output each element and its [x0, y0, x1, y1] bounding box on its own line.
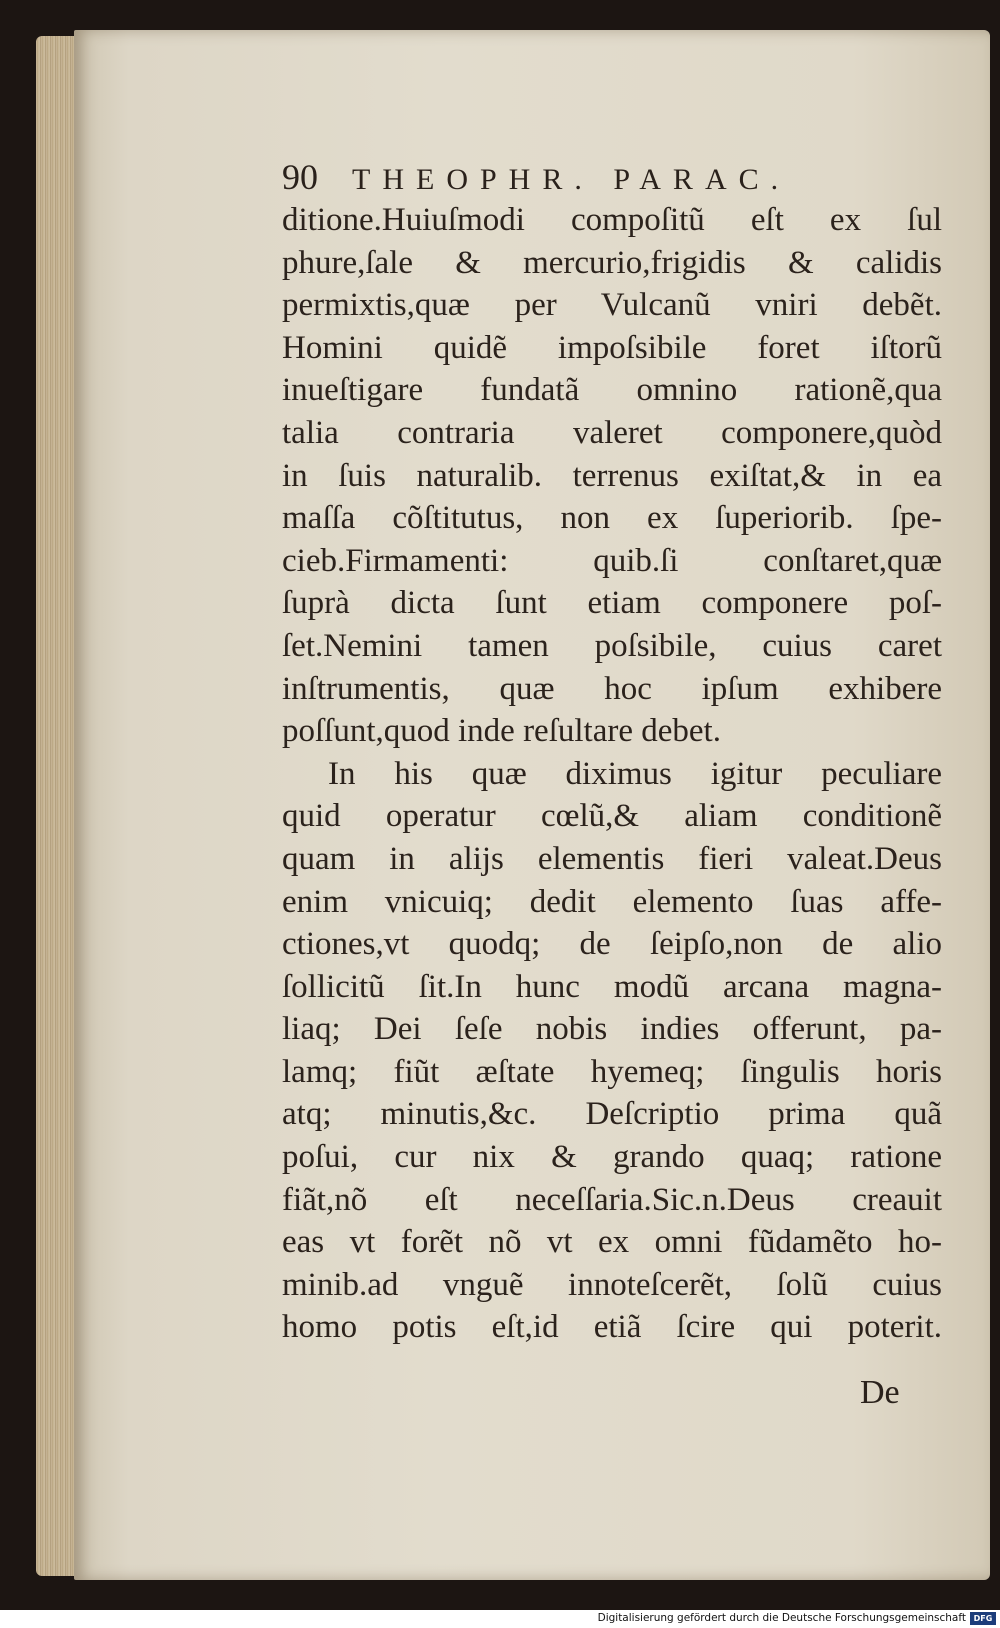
text-line: quid operatur cœlũ,& aliam conditionẽ [282, 798, 942, 835]
text-line: homo potis eſt,id etiã ſcire qui poterit. [282, 1309, 942, 1346]
digitization-footer [0, 1610, 1000, 1628]
text-line: ſuprà dicta ſunt etiam componere poſ- [282, 585, 942, 622]
text-line: phure,ſale & mercurio,frigidis & calidis [282, 244, 942, 281]
text-line: Homini quidẽ impoſsibile foret iſtorũ [282, 329, 942, 366]
text-line: ſet.Nemini tamen poſsibile, cuius caret [282, 627, 942, 664]
text-line: fiãt,nõ eſt neceſſaria.Sic.n.Deus creauit [282, 1181, 942, 1218]
text-line: ctiones,vt quodq; de ſeipſo,non de alio [282, 926, 942, 963]
page-number: 90 [282, 157, 318, 197]
funding-credit: Digitalisierung gefördert durch die Deutsche Forschungsgemeinschaft [597, 1612, 966, 1624]
text-line: quam in alijs elementis fieri valeat.Deus [282, 840, 942, 877]
text-line: enim vnicuiq; dedit elemento ſuas affe- [282, 883, 942, 920]
running-head: THEOPHR. PARAC. [352, 163, 791, 196]
text-line: poſui, cur nix & grando quaq; ratione [282, 1139, 942, 1176]
text-line: inſtrumentis, quæ hoc ipſum exhibere [282, 670, 942, 707]
text-line: atq; minutis,&c. Deſcriptio prima quã [282, 1096, 942, 1133]
text-block [282, 199, 942, 1349]
text-line: in ſuis naturalib. terrenus exiſtat,& in ea [282, 457, 942, 494]
text-line: poſſunt,quod inde reſultare debet. [282, 713, 721, 750]
text-line: cieb.Firmamenti: quib.ſi conſtaret,quæ [282, 542, 942, 579]
text-line: maſſa cõſtitutus, non ex ſuperiorib. ſpe- [282, 500, 942, 537]
catchword: De [860, 1374, 900, 1411]
text-line: ditione.Huiuſmodi compoſitũ eſt ex ſul [282, 202, 942, 238]
text-line: inueſtigare fundatã omnino rationẽ,qua [282, 372, 942, 409]
page-edges [36, 36, 78, 1576]
text-line: liaq; Dei ſeſe nobis indies offerunt, pa- [282, 1011, 942, 1048]
text-line-paragraph-start: In his quæ diximus igitur peculiare [328, 755, 942, 792]
text-line: talia contraria valeret componere,quòd [282, 414, 942, 451]
text-line: lamq; fiũt æſtate hyemeq; ſingulis horis [282, 1053, 942, 1090]
page-header [282, 156, 942, 198]
dfg-logo-icon: DFG [970, 1612, 996, 1625]
text-line: permixtis,quæ per Vulcanũ vniri debẽt. [282, 287, 942, 324]
text-line: minib.ad vnguẽ innoteſcerẽt, ſolũ cuius [282, 1266, 942, 1303]
text-line: ſollicitũ ſit.In hunc modũ arcana magna- [282, 968, 942, 1005]
text-line: eas vt forẽt nõ vt ex omni fũdamẽto ho- [282, 1224, 942, 1261]
